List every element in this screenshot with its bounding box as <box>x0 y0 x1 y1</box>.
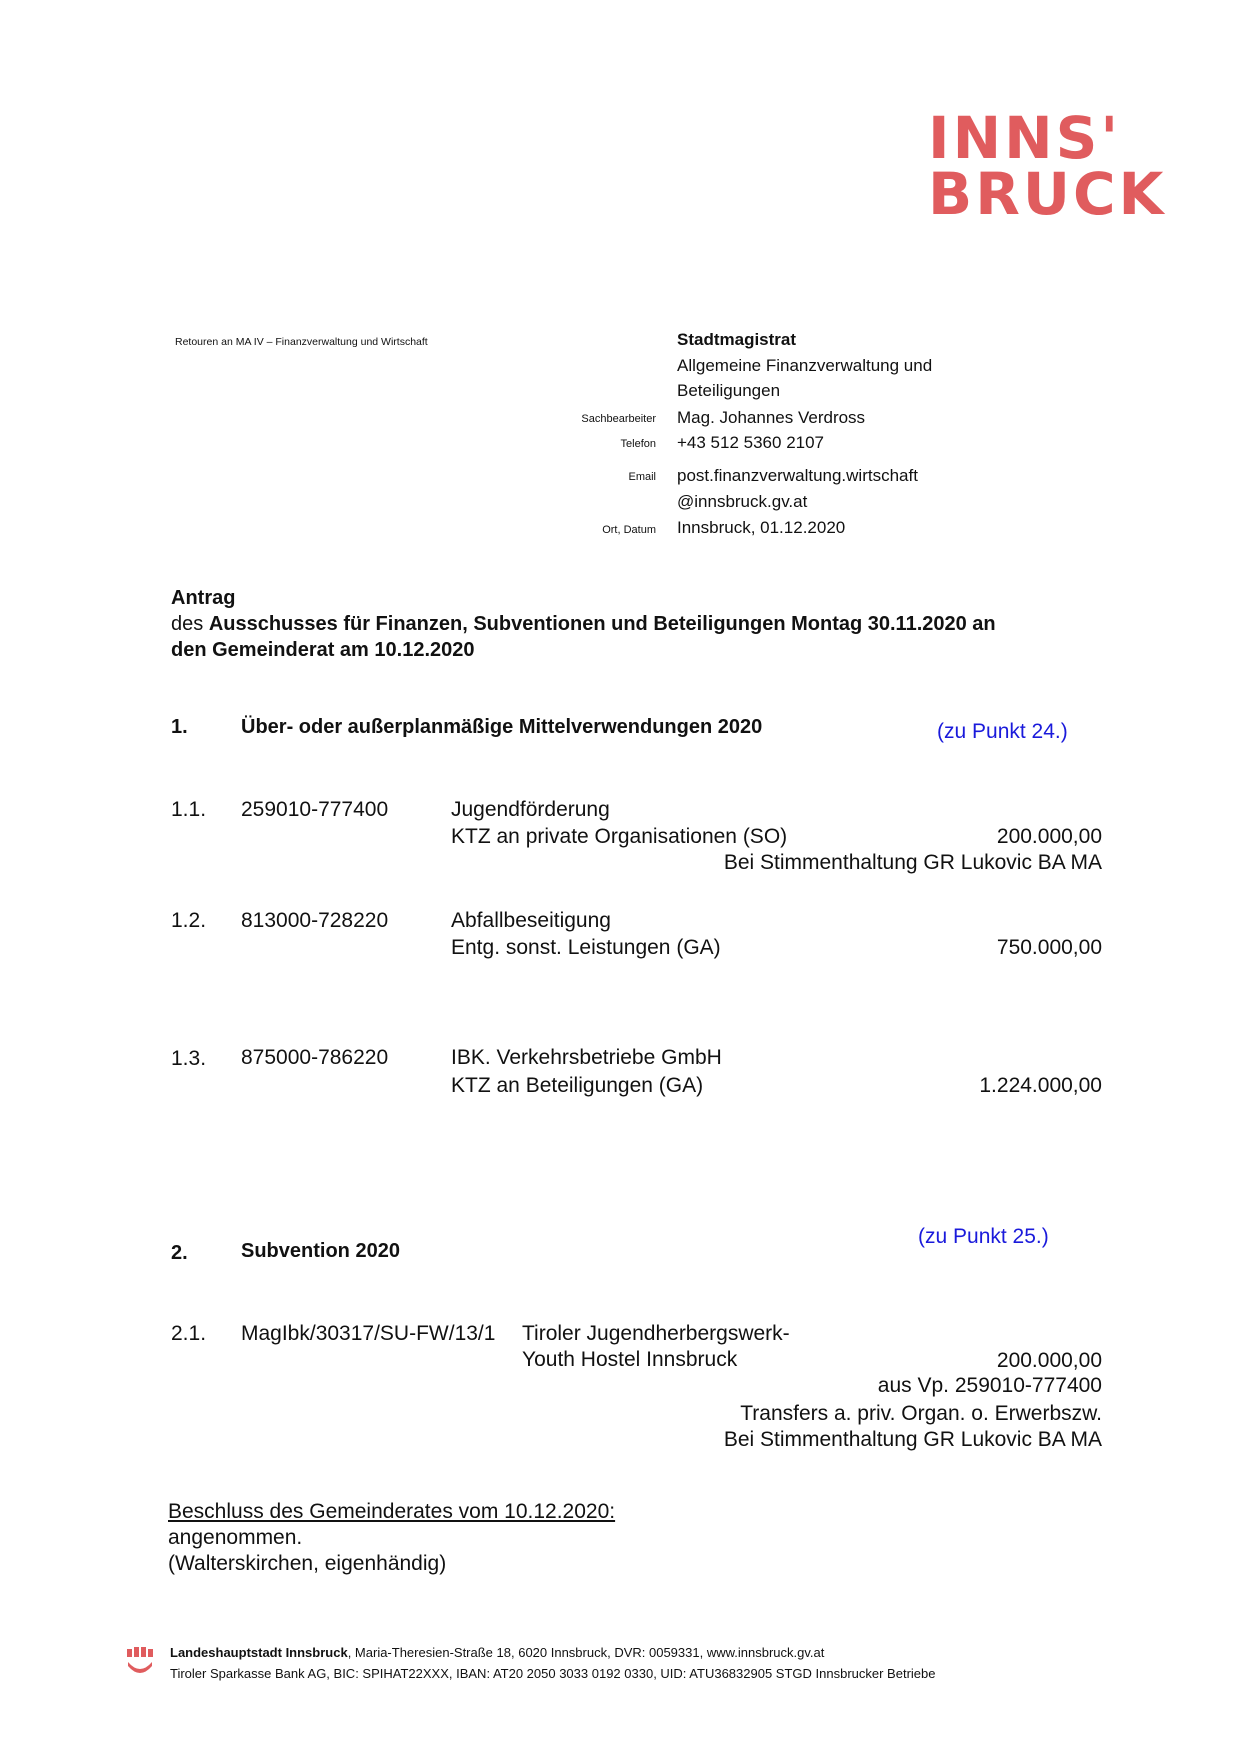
resolution-signature: (Walterskirchen, eigenhändig) <box>168 1552 447 1575</box>
return-address: Retouren an MA IV – Finanzverwaltung und Wirtschaft <box>175 336 428 348</box>
heading-prefix: des <box>171 613 209 635</box>
item-2-1-transfer: Transfers a. priv. Organ. o. Erwerbszw. <box>740 1402 1102 1425</box>
item-1-2-desc2: Entg. sonst. Leistungen (GA) <box>451 936 721 959</box>
footer-city: Landeshauptstadt Innsbruck <box>170 1645 348 1660</box>
item-2-1-amount: 200.000,00 <box>996 1349 1102 1372</box>
logo-line-2: BRUCK <box>928 160 1167 228</box>
sender-office: Stadtmagistrat <box>677 330 797 349</box>
item-2-1-reference: MagIbk/30317/SU-FW/13/1 <box>241 1322 496 1345</box>
place-date-label: Ort, Datum <box>602 524 656 536</box>
email-line-2: @innsbruck.gv.at <box>677 492 808 511</box>
phone-number: +43 512 5360 2107 <box>677 433 825 452</box>
heading-title: Antrag <box>171 587 236 609</box>
item-1-1-account: 259010-777400 <box>241 798 389 821</box>
section1-number: 1. <box>171 716 188 738</box>
section2-number: 2. <box>171 1242 188 1264</box>
resolution-title: Beschluss des Gemeinderates vom 10.12.2020: <box>168 1500 616 1523</box>
sender-department-1: Allgemeine Finanzverwaltung und <box>677 356 933 375</box>
item-1-3-desc1: IBK. Verkehrsbetriebe GmbH <box>451 1046 722 1069</box>
place-date: Innsbruck, 01.12.2020 <box>677 518 846 537</box>
item-2-1-note: Bei Stimmenthaltung GR Lukovic BA MA <box>723 1428 1102 1451</box>
item-2-1-source: aus Vp. 259010-777400 <box>877 1374 1102 1397</box>
phone-label: Telefon <box>620 438 656 450</box>
innsbruck-coat-of-arms-icon <box>126 1646 154 1678</box>
section1-reference: (zu Punkt 24.) <box>937 720 1068 743</box>
footer-line-2: Tiroler Sparkasse Bank AG, BIC: SPIHAT22XXX, IBAN: AT20 2050 3033 0192 0330, UID: ATU36832905 STGD Innsbrucker Betriebe <box>170 1666 936 1681</box>
item-2-1-number: 2.1. <box>171 1322 207 1345</box>
section2-title: Subvention 2020 <box>241 1240 400 1262</box>
resolution-result: angenommen. <box>168 1526 303 1549</box>
clerk-name: Mag. Johannes Verdross <box>677 408 866 427</box>
item-1-1-amount: 200.000,00 <box>996 825 1102 848</box>
item-1-1-desc2: KTZ an private Organisationen (SO) <box>451 825 788 848</box>
heading-council: den Gemeinderat am 10.12.2020 <box>171 639 475 661</box>
item-1-2-desc1: Abfallbeseitigung <box>451 909 611 932</box>
clerk-label: Sachbearbeiter <box>581 413 656 425</box>
item-1-3-number: 1.3. <box>171 1047 207 1070</box>
document-heading <box>171 585 996 663</box>
item-1-3-account: 875000-786220 <box>241 1046 389 1069</box>
footer-address: , Maria-Theresien-Straße 18, 6020 Innsbruck, DVR: 0059331, www.innsbruck.gv.at <box>347 1645 825 1660</box>
innsbruck-logo <box>928 104 1167 228</box>
logo-line-1: INNS' <box>928 104 1122 172</box>
section1-title: Über- oder außerplanmäßige Mittelverwendungen 2020 <box>241 716 763 738</box>
item-1-1-number: 1.1. <box>171 798 207 821</box>
email-line-1: post.finanzverwaltung.wirtschaft <box>677 466 918 485</box>
item-1-2-amount: 750.000,00 <box>996 936 1102 959</box>
item-1-1-note: Bei Stimmenthaltung GR Lukovic BA MA <box>723 851 1102 874</box>
heading-committee: Ausschusses für Finanzen, Subventionen und Beteiligungen Montag 30.11.2020 an <box>208 613 996 635</box>
sender-department-2: Beteiligungen <box>677 381 781 400</box>
email-label: Email <box>628 471 656 483</box>
item-2-1-recipient-1: Tiroler Jugendherbergswerk- <box>522 1322 790 1345</box>
item-2-1-recipient-2: Youth Hostel Innsbruck <box>522 1348 738 1371</box>
item-1-1-desc1: Jugendförderung <box>451 798 610 821</box>
item-1-2-number: 1.2. <box>171 909 207 932</box>
item-1-3-amount: 1.224.000,00 <box>979 1074 1102 1097</box>
section2-reference: (zu Punkt 25.) <box>918 1225 1049 1248</box>
item-1-3-desc2: KTZ an Beteiligungen (GA) <box>451 1074 704 1097</box>
item-1-2-account: 813000-728220 <box>241 909 389 932</box>
footer-line-1 <box>170 1645 824 1660</box>
